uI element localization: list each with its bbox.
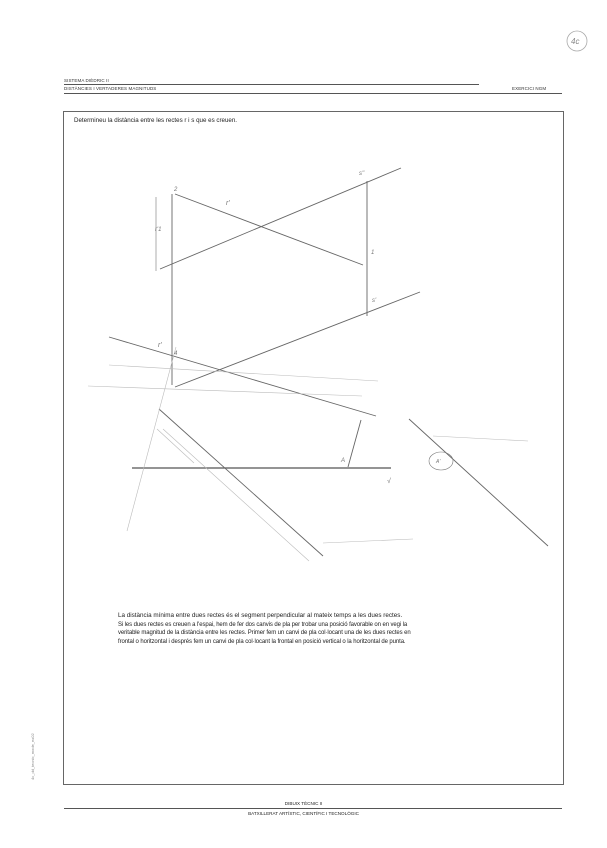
header-subject: SISTEMA DIÈDRIC II: [64, 78, 109, 83]
footer-rule: [64, 808, 562, 809]
label-annotation-left: r'1: [155, 227, 162, 233]
exercise-instruction: Determineu la distància entre les rectes r i s que es creuen.: [74, 117, 238, 124]
line-diagonal-right: [409, 419, 548, 546]
explanation-line-3: veritable magnitud de la distància entre les rectes. Primer fem un canvi de pla col·locant una de les dues rectes en: [118, 630, 411, 637]
explanation-line-1: La distància mínima entre dues rectes és el segment perpendicular al mateix temps a les dues rectes.: [118, 612, 403, 619]
explanation-line-4: frontal o horitzontal i després fem un canvi de pla col·locant la frontal en posició vertical o la horitzontal de punta.: [118, 638, 406, 645]
page-corner-mark: [560, 24, 594, 58]
label-r-lower: r': [158, 342, 162, 349]
auxiliary-line-4: [163, 429, 309, 561]
corner-mark-text: 4c: [571, 37, 580, 46]
auxiliary-line-2: [88, 386, 362, 396]
header-topic: DISTÀNCIES I VERTADERES MAGNITUDS: [64, 86, 157, 91]
check-mark: √: [387, 478, 391, 485]
label-point-a: A: [341, 458, 346, 464]
footer-level: BATXILLERAT ARTÍSTIC, CIENTÍFIC I TECNOLÒGIC: [248, 811, 359, 816]
label-s-prime: s': [372, 298, 377, 304]
header-rule-top: [64, 84, 479, 85]
header-exercise-code: EXERCICI NGM: [512, 86, 547, 91]
label-point-2: 2: [174, 187, 178, 193]
auxiliary-line-7: [323, 539, 413, 543]
header-rule-bottom: [64, 93, 562, 94]
side-code: 4c_dd_tecnic_mode_ex02: [30, 733, 35, 780]
line-r-lower: [109, 337, 376, 416]
label-r-upper: r': [226, 200, 230, 207]
line-s-upper: [160, 168, 401, 269]
explanation-text: [118, 612, 538, 646]
line-vertical-a: [348, 420, 361, 467]
line-s-prime: [175, 292, 420, 387]
line-diagonal-long: [159, 409, 323, 556]
circled-annotation: [429, 452, 453, 470]
auxiliary-line-6: [157, 429, 194, 463]
label-point-1: 1: [371, 250, 375, 256]
label-s-upper: s'': [359, 171, 365, 177]
label-point-4: 4: [174, 351, 178, 357]
auxiliary-line-1: [109, 365, 378, 381]
line-r-upper: [175, 194, 363, 265]
explanation-line-2: Si les dues rectes es creuen a l'espai, hem de fer dos canvis de pla per trobar una posició favorable on en vegi la: [118, 621, 408, 628]
geometry-drawing: [63, 111, 562, 596]
label-annotation-right: A': [436, 459, 441, 465]
auxiliary-line-3: [127, 347, 176, 531]
footer-course: DIBUIX TÈCNIC II: [284, 801, 323, 806]
auxiliary-line-5: [433, 436, 528, 441]
